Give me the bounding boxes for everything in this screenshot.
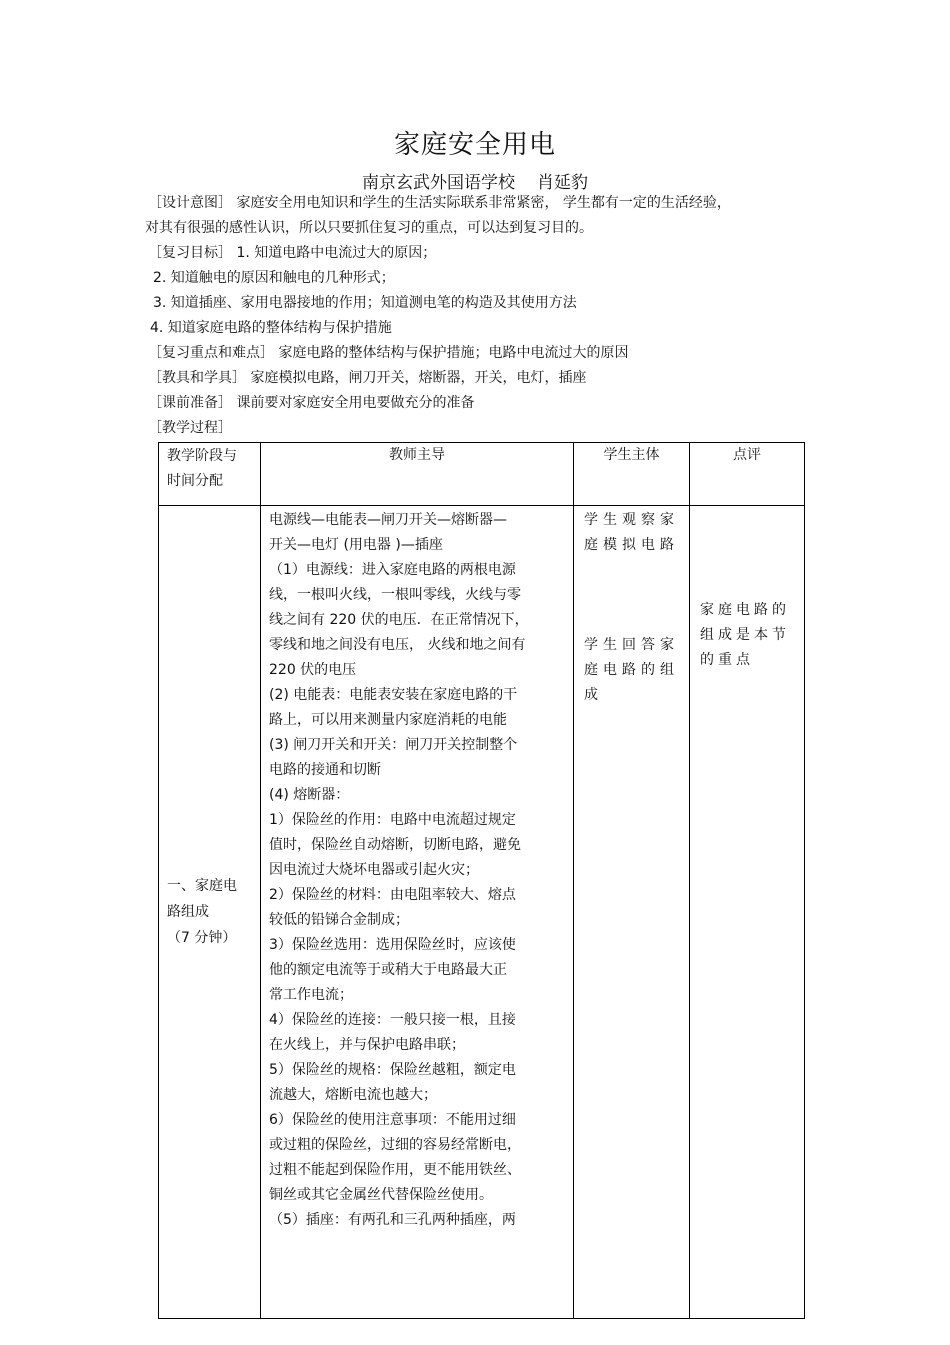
header-stage-line2: 时间分配 — [167, 473, 223, 489]
comment-line: 的重点 — [700, 652, 754, 668]
review-goal-3: 3. 知道插座、家用电器接地的作用；知道测电笔的构造及其使用方法 — [153, 295, 577, 311]
teaching-process-heading: ［教学过程］ — [148, 420, 232, 436]
teacher-line: 220 伏的电压 — [269, 662, 357, 678]
teacher-line: 4）保险丝的连接：一般只接一根，且接 — [269, 1012, 516, 1028]
stage-cell — [159, 506, 261, 1319]
review-goal-4: 4. 知道家庭电路的整体结构与保护措施 — [150, 320, 392, 336]
teacher-cell — [261, 506, 574, 1319]
teacher-line: 因电流过大烧坏电器或引起火灾； — [269, 862, 479, 878]
comment-line: 家庭电路的 — [700, 602, 790, 618]
teacher-line: 或过粗的保险丝，过细的容易经常断电， — [269, 1137, 521, 1153]
header-comment: 点评 — [690, 443, 805, 506]
header-teacher: 教师主导 — [261, 443, 574, 506]
table-row — [159, 506, 805, 1319]
teacher-line: 6）保险丝的使用注意事项：不能用过细 — [269, 1112, 516, 1128]
header-stage — [159, 443, 261, 506]
teacher-line: 电源线—电能表—闸刀开关—熔断器— — [269, 512, 507, 528]
student-note-line: 学生回答家 — [584, 637, 679, 653]
stage-line2: 路组成 — [167, 904, 209, 920]
teacher-line: 3）保险丝选用：选用保险丝时，应该使 — [269, 937, 516, 953]
author-name: 肖延豹 — [537, 173, 588, 193]
teacher-line: 2）保险丝的材料：由电阻率较大、熔点 — [269, 887, 516, 903]
teacher-line: 1）保险丝的作用：电路中电流超过规定 — [269, 812, 516, 828]
author-line — [0, 168, 950, 193]
teaching-tools: ［教具和学具］ 家庭模拟电路，闸刀开关，熔断器，开关，电灯，插座 — [148, 370, 587, 386]
spacer — [584, 558, 681, 633]
teacher-line: 常工作电流； — [269, 987, 353, 1003]
teacher-line: 他的额定电流等于或稍大于电路最大正 — [269, 962, 507, 978]
review-goal-1: ［复习目标］ 1. 知道电路中电流过大的原因； — [148, 245, 437, 261]
stage-line1: 一、家庭电 — [167, 878, 237, 894]
teacher-line: 零线和地之间没有电压， 火线和地之间有 — [269, 637, 526, 653]
teacher-line: (2) 电能表：电能表安装在家庭电路的干 — [269, 687, 518, 703]
school-name: 南京玄武外国语学校 — [362, 173, 515, 193]
student-note-line: 学生观察家 — [584, 512, 679, 528]
teacher-line: 5）保险丝的规格：保险丝越粗，额定电 — [269, 1062, 516, 1078]
lesson-table — [158, 442, 805, 1319]
table-header-row — [159, 443, 805, 506]
teacher-line: 线，一根叫火线，一根叫零线，火线与零 — [269, 587, 521, 603]
teacher-line: 开关—电灯 (用电器 )—插座 — [269, 537, 443, 553]
stage-line3: （7 分钟） — [167, 930, 237, 946]
header-student: 学生主体 — [574, 443, 690, 506]
teacher-line: (4) 熔断器： — [269, 787, 350, 803]
teacher-line: 电路的接通和切断 — [269, 762, 381, 778]
teacher-line: 线之间有 220 伏的电压．在正常情况下， — [269, 612, 529, 628]
teacher-line: 较低的铅锑合金制成； — [269, 912, 409, 928]
page-title: 家庭安全用电 — [393, 130, 556, 160]
teacher-line: 过粗不能起到保险作用，更不能用铁丝、 — [269, 1162, 521, 1178]
design-intent-line1: ［设计意图］ 家庭安全用电知识和学生的生活实际联系非常紧密， 学生都有一定的生活经验， — [148, 195, 731, 211]
student-note-line: 成 — [584, 687, 603, 703]
teacher-line: 流越大，熔断电流也越大； — [269, 1087, 437, 1103]
teacher-line: (3) 闸刀开关和开关：闸刀开关控制整个 — [269, 737, 518, 753]
header-stage-line1: 教学阶段与 — [167, 448, 237, 464]
teacher-line: 值时，保险丝自动熔断，切断电路，避免 — [269, 837, 521, 853]
teacher-line: 在火线上，并与保护电路串联； — [269, 1037, 465, 1053]
teacher-line: （5）插座：有两孔和三孔两种插座，两 — [269, 1212, 516, 1228]
teacher-line: 路上，可以用来测量内家庭消耗的电能 — [269, 712, 507, 728]
student-cell — [574, 506, 690, 1319]
review-focus: ［复习重点和难点］ 家庭电路的整体结构与保护措施；电路中电流过大的原因 — [148, 345, 629, 361]
teacher-line: （1）电源线：进入家庭电路的两根电源 — [269, 562, 516, 578]
comment-line: 组成是本节 — [700, 627, 790, 643]
design-intent-line2: 对其有很强的感性认识，所以只要抓住复习的重点，可以达到复习目的。 — [145, 220, 593, 236]
comment-cell — [690, 506, 805, 1319]
student-note-line: 庭电路的组 — [584, 662, 679, 678]
review-goal-2: 2. 知道触电的原因和触电的几种形式； — [153, 270, 395, 286]
student-note-line: 庭模拟电路 — [584, 537, 679, 553]
class-preparation: ［课前准备］ 课前要对家庭安全用电要做充分的准备 — [148, 395, 475, 411]
teacher-line: 铜丝或其它金属丝代替保险丝使用。 — [269, 1187, 493, 1203]
